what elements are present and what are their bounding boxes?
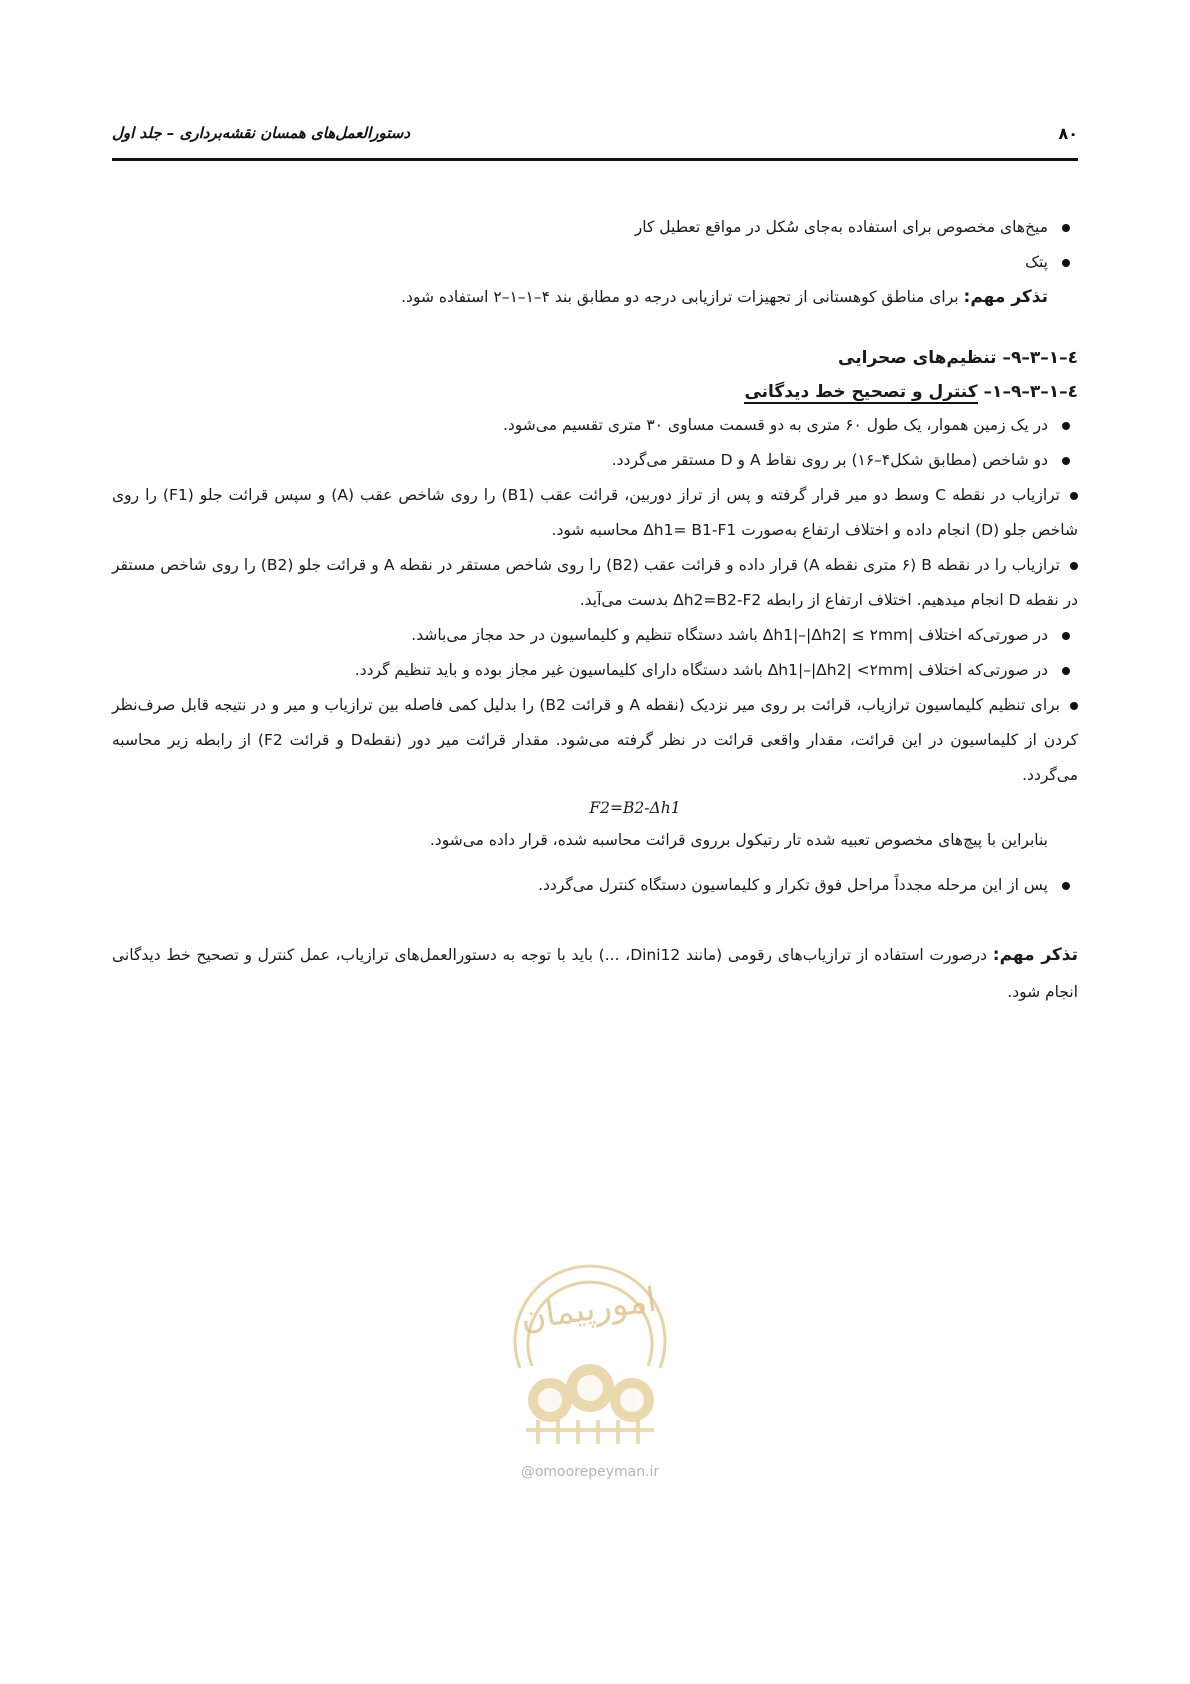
page-body: [112, 210, 1078, 1011]
list-item: [112, 478, 1078, 548]
bullet-dot: [1070, 702, 1078, 710]
list-item: [112, 653, 1078, 688]
list-item: [112, 245, 1078, 280]
list-item: [112, 408, 1078, 443]
list-item: [112, 548, 1078, 618]
important-note: [112, 280, 1078, 315]
subsection-heading: [112, 376, 1078, 408]
list-item-text: برای تنظیم کلیماسیون ترازیاب، قرائت بر روی میر نزدیک (نقطه A و قرائت B2) را بدلیل کمی فاصله بین ترازیاب و میر و در نتیجه قابل صرف‌نظر کردن از کلیماسیون در این قرائت، مقدار واقعی قرائت در نظر گرفته می‌شود. مقدار قرائت میر دور (نقطهD و قرائت F2) از رابطه زیر محاسبه می‌گردد.: [112, 696, 1078, 784]
list-item-text: ترازیاب را در نقطه B (۶ متری نقطه A) قرار داده و قرائت عقب (B2) را روی شاخص مستقر در نقطه A و قرائت جلو (B2) را روی شاخص مستقر در نقطه D انجام میدهیم. اختلاف ارتفاع از رابطه Δh2=B2-F2 بدست می‌آید.: [112, 556, 1078, 609]
paragraph: بنابراین با پیچ‌های مخصوص تعبیه شده تار رتیکول برروی قرائت محاسبه شده، قرار داده می‌شود.: [429, 831, 1048, 849]
list-item-text: در صورتی‌که اختلاف |Δh1|–|Δh2| ≤ ۲mm باشد دستگاه تنظیم و کلیماسیون در حد مجاز می‌باشد.: [411, 626, 1048, 644]
list-item-text: پتک: [1025, 253, 1048, 271]
subsection-number: ٤–١–٣–٩–١–: [983, 382, 1078, 402]
book-title: دستورالعمل‌های همسان نقشه‌برداری – جلد اول: [112, 124, 411, 142]
page-header: [112, 118, 1078, 161]
list-item-text: در صورتی‌که اختلاف |Δh1|–|Δh2| <۲mm باشد دستگاه دارای کلیماسیون غیر مجاز بوده و باید تنظیم گردد.: [354, 661, 1048, 679]
list-item: [112, 688, 1078, 793]
list-item-text: در یک زمین هموار، یک طول ۶۰ متری به دو قسمت مساوی ۳۰ متری تقسیم می‌شود.: [502, 416, 1048, 434]
note-label: تذکر مهم:: [963, 287, 1048, 307]
list-item-text: دو شاخص (مطابق شکل۴–۱۶) بر روی نقاط A و D مستقر می‌گردد.: [611, 451, 1048, 469]
important-note: [112, 937, 1078, 1011]
list-item-text: میخ‌های مخصوص برای استفاده به‌جای سُکل در مواقع تعطیل کار: [634, 218, 1048, 236]
formula: F2=B2-Δh1: [589, 799, 681, 817]
note-text: برای مناطق کوهستانی از تجهیزات ترازیابی درجه دو مطابق بند ۴–۱–۱–۲ استفاده شود.: [401, 288, 959, 306]
list-item-text: پس از این مرحله مجدداً مراحل فوق تکرار و کلیماسیون دستگاه کنترل می‌گردد.: [538, 876, 1048, 894]
list-item: [112, 210, 1078, 245]
note-text: درصورت استفاده از ترازیاب‌های رقومی (مانند Dini12، ...) باید با توجه به دستورالعمل‌های ترازیاب، عمل کنترل و تصحیح خط دیدگانی انجام شود.: [112, 946, 1078, 1001]
list-item-text: ترازیاب در نقطه C وسط دو میر قرار گرفته و پس از تراز دوربین، قرائت عقب (B1) را روی شاخص عقب (A) و سپس قرائت جلو (F1) را روی شاخص جلو (D) انجام داده و اختلاف ارتفاع به‌صورت Δh1= B1-F1 محاسبه شود.: [112, 486, 1078, 539]
watermark-logo: [490, 1248, 690, 1448]
note-label: تذکر مهم:: [992, 945, 1079, 965]
list-item: [112, 868, 1078, 903]
subsection-title: کنترل و تصحیح خط دیدگانی: [744, 382, 978, 402]
watermark-url: @omoorepeyman.ir: [520, 1464, 660, 1480]
svg-text:امورپیمان: امورپیمان: [518, 1279, 659, 1339]
section-heading: ٤–١–٣–٩– تنظیم‌های صحرایی: [838, 348, 1078, 368]
list-item: [112, 443, 1078, 478]
bullet-dot: [1070, 492, 1078, 500]
list-item: [112, 618, 1078, 653]
logo-seal-icon: [490, 1248, 690, 1448]
bullet-dot: [1070, 562, 1078, 570]
page-number: ۸۰: [1058, 124, 1078, 143]
